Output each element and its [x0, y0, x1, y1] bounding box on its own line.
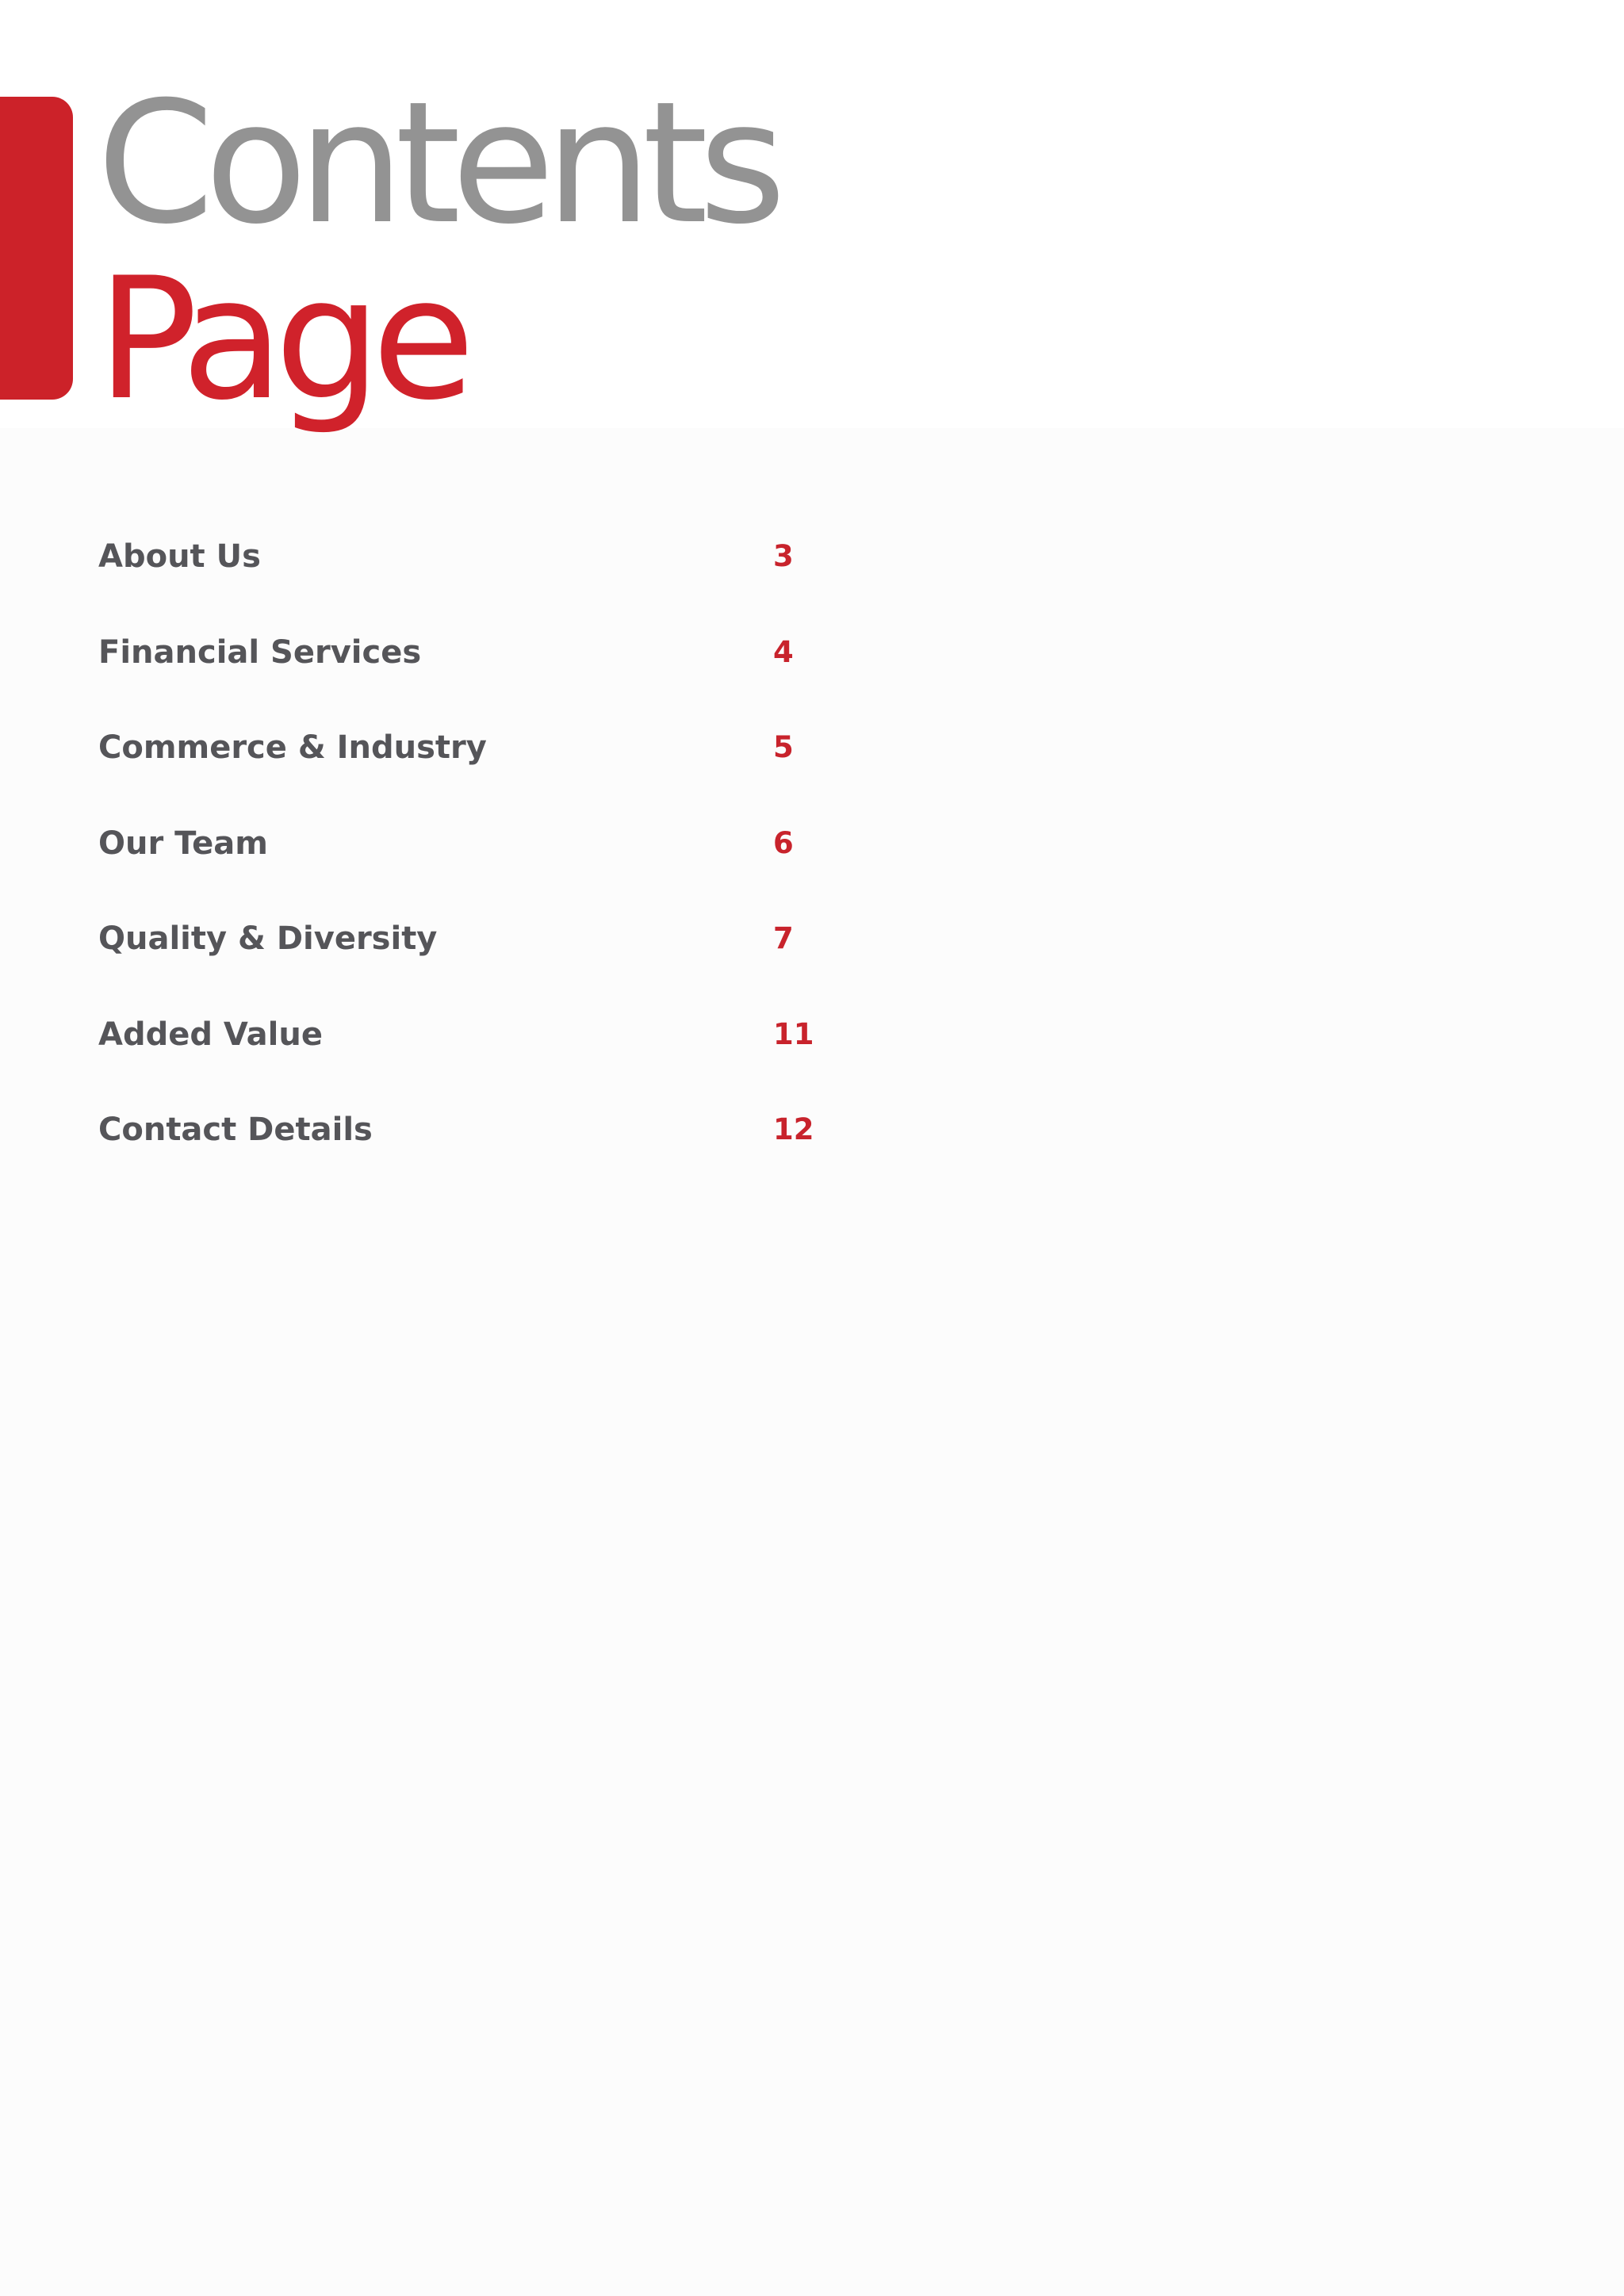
- toc-item-label: Financial Services: [98, 633, 422, 671]
- toc-item-page-number: 5: [773, 730, 794, 764]
- toc-item-quality-diversity[interactable]: [98, 920, 860, 1016]
- toc-item-page-number: 12: [773, 1112, 814, 1146]
- toc-item-our-team[interactable]: [98, 825, 860, 920]
- toc-item-label: Added Value: [98, 1016, 323, 1053]
- toc-item-about-us[interactable]: [98, 538, 860, 633]
- accent-bar: [0, 97, 73, 400]
- toc-item-label: Commerce & Industry: [98, 729, 487, 766]
- page-title-page: Page: [97, 241, 466, 437]
- toc-item-added-value[interactable]: [98, 1016, 860, 1112]
- toc-item-page-number: 3: [773, 539, 794, 573]
- toc-item-page-number: 7: [773, 921, 794, 955]
- toc-item-label: Our Team: [98, 825, 268, 862]
- toc-item-page-number: 4: [773, 634, 794, 669]
- toc-item-page-number: 11: [773, 1016, 814, 1051]
- toc-item-contact-details[interactable]: [98, 1111, 860, 1207]
- toc-item-label: About Us: [98, 538, 261, 575]
- toc-item-label: Contact Details: [98, 1112, 373, 1148]
- toc-item-label: Quality & Diversity: [98, 920, 438, 957]
- toc-item-commerce-industry[interactable]: [98, 729, 860, 825]
- page-title-contents: Contents: [97, 65, 777, 261]
- toc-item-financial-services[interactable]: [98, 633, 860, 729]
- toc-item-page-number: 6: [773, 825, 794, 860]
- table-of-contents: [98, 538, 860, 1207]
